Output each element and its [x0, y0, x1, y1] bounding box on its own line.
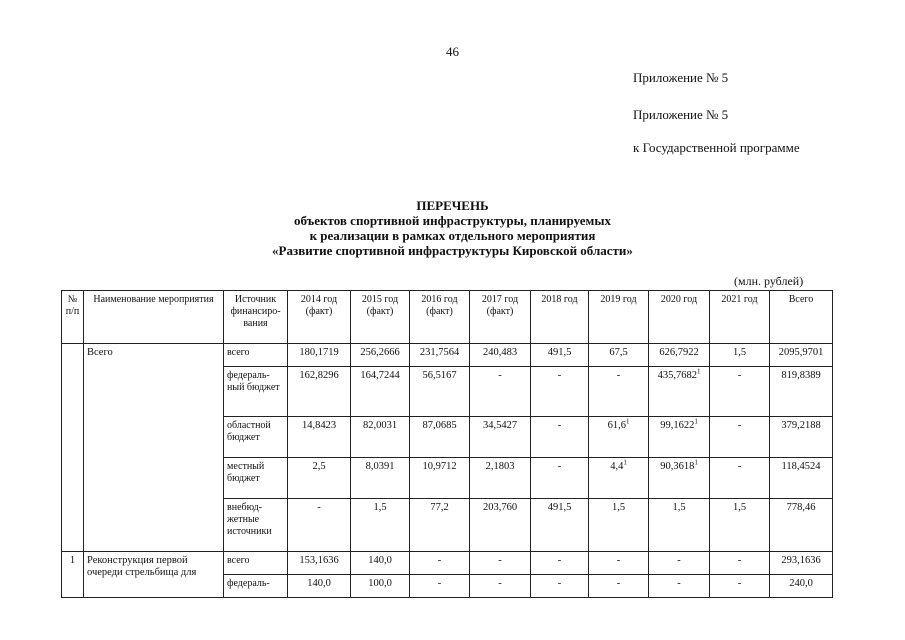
value-cell	[649, 417, 710, 458]
appendix-line-2: Приложение № 5	[633, 107, 729, 122]
financing-table	[61, 290, 833, 598]
header-total: Всего	[770, 291, 833, 344]
header-2014: 2014 год (факт)	[288, 291, 351, 344]
value-cell	[589, 458, 649, 499]
table-row	[62, 344, 833, 367]
header-2017: 2017 год (факт)	[470, 291, 531, 344]
row-name-total: Всего	[84, 344, 224, 552]
value-cell: 67,5	[589, 344, 649, 367]
value-text: 99,1622	[660, 420, 695, 431]
appendix-line-1: Приложение № 5	[633, 70, 729, 85]
value-text: 4,4	[610, 461, 624, 472]
value-cell: -	[410, 575, 470, 598]
title-line-4: «Развитие спортивной инфраструктуры Кировской области»	[272, 243, 633, 258]
unit-label: (млн. рублей)	[734, 274, 804, 288]
document-title	[0, 198, 905, 258]
header-2015: 2015 год (факт)	[351, 291, 410, 344]
value-cell: 1,5	[710, 499, 770, 552]
value-cell: 34,5427	[470, 417, 531, 458]
value-cell: -	[410, 552, 470, 575]
row-name-1: Реконструкция первой очереди стрельбища для	[84, 552, 224, 598]
value-cell: -	[649, 552, 710, 575]
source-cell: всего	[224, 344, 288, 367]
title-line-1: ПЕРЕЧЕНЬ	[416, 198, 489, 213]
value-cell: 10,9712	[410, 458, 470, 499]
value-cell: 491,5	[531, 499, 589, 552]
total-cell: 293,1636	[770, 552, 833, 575]
value-cell: -	[710, 417, 770, 458]
value-cell: -	[710, 552, 770, 575]
value-cell: 14,8423	[288, 417, 351, 458]
value-cell: 1,5	[649, 499, 710, 552]
appendix-line-3: к Государственной программе	[633, 140, 800, 155]
header-2021: 2021 год	[710, 291, 770, 344]
value-cell: 2,5	[288, 458, 351, 499]
source-cell: местный бюджет	[224, 458, 288, 499]
value-cell: 82,0031	[351, 417, 410, 458]
page-number: 46	[446, 44, 459, 59]
value-cell: 1,5	[351, 499, 410, 552]
total-cell: 2095,9701	[770, 344, 833, 367]
value-cell: -	[649, 575, 710, 598]
value-cell: -	[710, 367, 770, 417]
value-text: 435,7682	[657, 370, 697, 381]
value-cell: 162,8296	[288, 367, 351, 417]
value-cell: 1,5	[710, 344, 770, 367]
value-cell: -	[531, 367, 589, 417]
header-num: № п/п	[62, 291, 84, 344]
footnote-mark: 1	[623, 458, 627, 467]
value-cell: 56,5167	[410, 367, 470, 417]
value-cell: 153,1636	[288, 552, 351, 575]
value-cell: -	[710, 575, 770, 598]
value-cell: 77,2	[410, 499, 470, 552]
value-cell: 231,7564	[410, 344, 470, 367]
value-cell: 180,1719	[288, 344, 351, 367]
value-cell: 8,0391	[351, 458, 410, 499]
footnote-mark: 1	[694, 458, 698, 467]
total-cell: 240,0	[770, 575, 833, 598]
header-2018: 2018 год	[531, 291, 589, 344]
footnote-mark: 1	[625, 417, 630, 426]
value-cell: 1,5	[589, 499, 649, 552]
value-cell	[649, 367, 710, 417]
header-2020: 2020 год	[649, 291, 710, 344]
total-cell: 778,46	[770, 499, 833, 552]
source-cell: федераль-	[224, 575, 288, 598]
header-2016: 2016 год (факт)	[410, 291, 470, 344]
footnote-mark: 1	[696, 367, 701, 376]
value-cell: 2,1803	[470, 458, 531, 499]
value-cell: -	[589, 367, 649, 417]
value-cell: 240,483	[470, 344, 531, 367]
value-cell: -	[531, 417, 589, 458]
source-cell: областной бюджет	[224, 417, 288, 458]
value-cell	[589, 417, 649, 458]
value-cell	[649, 458, 710, 499]
value-cell: 256,2666	[351, 344, 410, 367]
value-cell: -	[531, 552, 589, 575]
value-text: 90,3618	[660, 461, 695, 472]
value-cell: 100,0	[351, 575, 410, 598]
total-cell: 379,2188	[770, 417, 833, 458]
source-cell: внебюд-жетные источники	[224, 499, 288, 552]
value-cell: 491,5	[531, 344, 589, 367]
footnote-mark: 1	[694, 417, 698, 426]
value-cell: 140,0	[288, 575, 351, 598]
value-cell: -	[589, 575, 649, 598]
header-source: Источник финансиро-вания	[224, 291, 288, 344]
title-line-3: к реализации в рамках отдельного мероприятия	[309, 228, 596, 243]
value-cell: -	[470, 552, 531, 575]
value-cell: -	[470, 575, 531, 598]
table-header-row	[62, 291, 833, 344]
value-cell: -	[470, 367, 531, 417]
value-cell: 203,760	[470, 499, 531, 552]
value-text: 61,6	[607, 420, 626, 431]
title-line-2: объектов спортивной инфраструктуры, планируемых	[294, 213, 611, 228]
value-cell: -	[288, 499, 351, 552]
table-row	[62, 552, 833, 575]
value-cell: 87,0685	[410, 417, 470, 458]
total-cell: 819,8389	[770, 367, 833, 417]
header-name: Наименование мероприятия	[84, 291, 224, 344]
source-cell: всего	[224, 552, 288, 575]
row-num-cell	[62, 344, 84, 552]
value-cell: -	[710, 458, 770, 499]
value-cell: -	[531, 458, 589, 499]
total-cell: 118,4524	[770, 458, 833, 499]
header-2019: 2019 год	[589, 291, 649, 344]
source-cell: федераль-ный бюджет	[224, 367, 288, 417]
value-cell: 626,7922	[649, 344, 710, 367]
value-cell: -	[531, 575, 589, 598]
value-cell: 140,0	[351, 552, 410, 575]
value-cell: 164,7244	[351, 367, 410, 417]
row-num-cell: 1	[62, 552, 84, 598]
value-cell: -	[589, 552, 649, 575]
